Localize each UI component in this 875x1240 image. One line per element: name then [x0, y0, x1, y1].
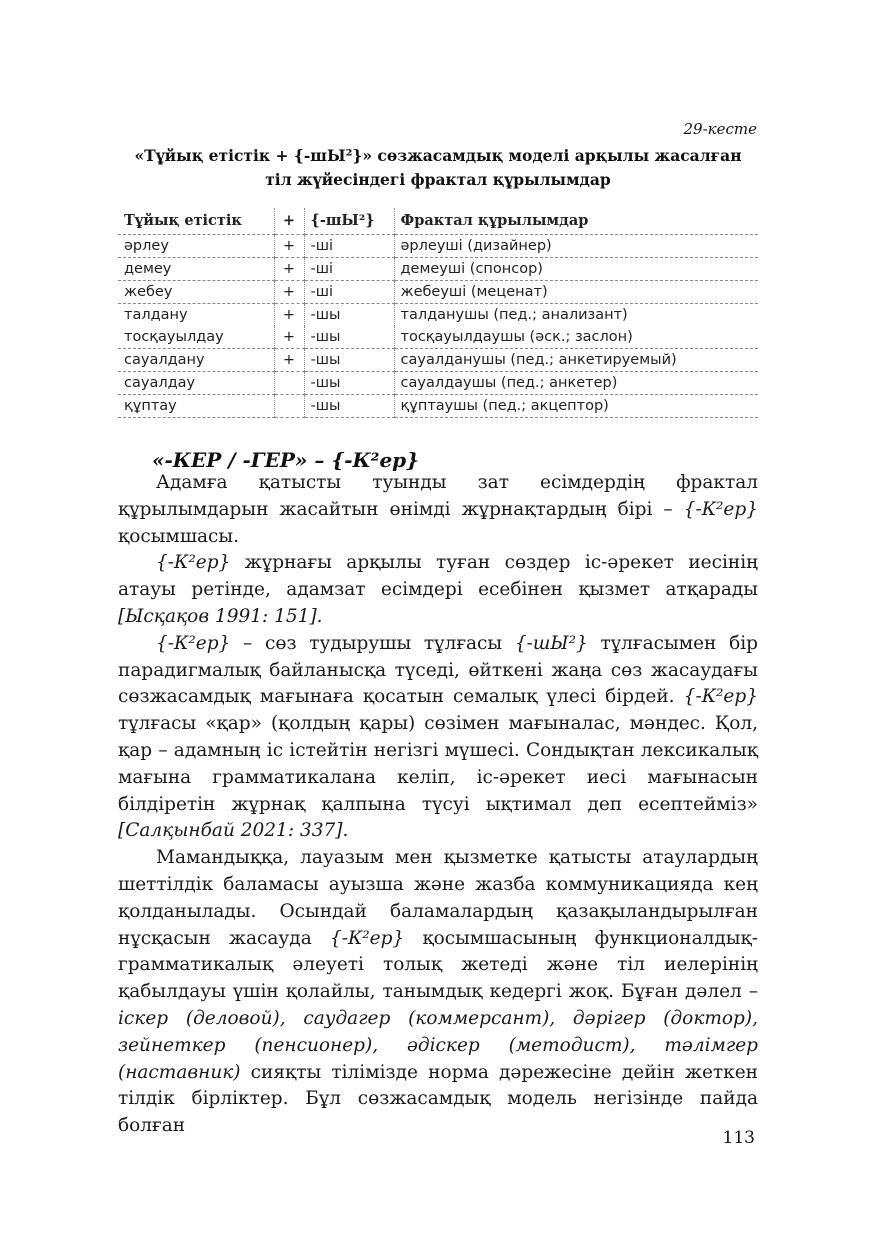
text-span: Адамға қатысты туынды зат есімдердің фрактал құрылымдарын жасайтын өнімді жұрнақтардың бірі – — [118, 472, 758, 520]
paragraph — [118, 470, 758, 550]
suffix-italic: {-шЫ²} — [514, 632, 588, 654]
page-number: 113 — [722, 1128, 755, 1148]
cell-plus: + — [274, 349, 304, 372]
cell-suffix: -ші — [304, 281, 394, 304]
caption-line-1: «Тұйық етістік + {-шЫ²}» сөзжасамдық моделі арқылы жасалған — [134, 146, 742, 165]
header-infinitive: Тұйық етістік — [118, 208, 274, 235]
cell-infinitive: жебеу — [118, 281, 274, 304]
table-row — [118, 304, 758, 327]
text-span: тұлғасымен бір парадигмалық байланысқа түседі, өйткені жаңа сөз жасаудағы сөзжасамдық мағынаға қосатын семалық үлесі бірдей. — [118, 632, 758, 708]
cell-suffix: -шы — [304, 372, 394, 395]
cell-plus: + — [274, 304, 304, 327]
table-row — [118, 326, 758, 349]
cell-infinitive: әрлеу — [118, 235, 274, 258]
cell-fractal: сауалдаушы (пед.; анкетер) — [394, 372, 758, 395]
cell-infinitive: құптау — [118, 395, 274, 418]
cell-fractal: жебеуші (меценат) — [394, 281, 758, 304]
cell-suffix: -ші — [304, 235, 394, 258]
suffix-italic: {-К²ер} — [156, 552, 231, 574]
cell-infinitive: сауалдану — [118, 349, 274, 372]
cell-suffix: -шы — [304, 326, 394, 349]
header-suffix: {-шЫ²} — [304, 208, 394, 235]
cell-suffix: -ші — [304, 258, 394, 281]
suffix-italic: {-К²ер} — [329, 927, 405, 949]
cell-plus: + — [274, 281, 304, 304]
cell-infinitive: демеу — [118, 258, 274, 281]
table-row — [118, 349, 758, 372]
fractal-table — [118, 208, 758, 418]
cell-infinitive: сауалдау — [118, 372, 274, 395]
table-row — [118, 235, 758, 258]
table-header-row — [118, 208, 758, 235]
examples-italic: іскер (деловой), саудагер (коммерсант), дәрігер (доктор), зейнеткер (пенсионер), әдіскер (методист), тәлімгер (наставник) — [118, 1007, 758, 1083]
cell-fractal: талданушы (пед.; анализант) — [394, 304, 758, 327]
table-row — [118, 258, 758, 281]
suffix-italic: {-К²ер} — [156, 632, 231, 654]
table-number: 29-кесте — [683, 120, 757, 138]
cell-plus — [274, 395, 304, 418]
paragraph — [118, 631, 758, 845]
paragraph — [118, 550, 758, 630]
citation: [Салқынбай 2021: 337]. — [118, 820, 349, 842]
table-row — [118, 395, 758, 418]
text-span: сияқты тілімізде норма дәрежесіне дейін жеткен тілдік бірліктер. Бұл сөзжасамдық модель негізінде пайда болған — [118, 1061, 758, 1137]
header-plus: + — [274, 208, 304, 235]
text-span: жұрнағы арқылы туған сөздер іс-әрекет иесінің атауы ретінде, адамзат есімдері есебінен қызмет атқарады — [118, 552, 758, 601]
cell-infinitive: тосқауылдау — [118, 326, 274, 349]
cell-fractal: құптаушы (пед.; акцептор) — [394, 395, 758, 418]
suffix-italic: {-К²ер} — [683, 686, 758, 708]
cell-fractal: демеуші (спонсор) — [394, 258, 758, 281]
suffix-italic: {-К²ер} — [683, 498, 758, 520]
text-span: қосымшасының функционалдық-грамматикалық әлеуеті толық жетеді және тіл иелерінің қабылдауы үшін қолайлы, танымдық кедергі жоқ. Бұған дәлел – — [118, 927, 758, 1003]
table-caption — [118, 144, 758, 192]
cell-infinitive: талдану — [124, 307, 188, 323]
cell-fractal: әрлеуші (дизайнер) — [394, 235, 758, 258]
cell-suffix: -шы — [304, 304, 394, 327]
cell-plus: + — [274, 258, 304, 281]
cell-plus: + — [274, 235, 304, 258]
text-span: тұлғасы «қар» (қолдың қары) сөзімен мағыналас, мәндес. Қол, қар – адамның іс істейтін негізгі мүшесі. Сондықтан лексикалық мағына грамматикалана келіп, іс-әрекет иесі мағынасын білдіретін жұрнақ қалпына түсуі ықтимал деп есептейміз» — [118, 713, 758, 815]
section-heading: «-КЕР / -ГЕР» – {-К²ер} — [152, 448, 420, 472]
cell-fractal: сауалданушы (пед.; анкетируемый) — [394, 349, 758, 372]
cell-plus: + — [274, 326, 304, 349]
cell-suffix: -шы — [304, 349, 394, 372]
text-span: қосымшасы. — [118, 525, 240, 547]
citation: [Ысқақов 1991: 151]. — [118, 605, 323, 627]
caption-line-2: тіл жүйесіндегі фрактал құрылымдар — [265, 170, 611, 189]
table-row — [118, 372, 758, 395]
text-span: Мамандыққа, лауазым мен қызметке қатысты атаулардың шеттілдік баламасы ауызша және жазба коммуникацияда кең қолданылады. Осындай баламалардың қазақыландырылған нұсқасын жасауда — [118, 847, 758, 949]
paragraph — [118, 845, 758, 1140]
body-text — [118, 470, 758, 1140]
table-row — [118, 281, 758, 304]
cell-plus — [274, 372, 304, 395]
cell-fractal: тосқауылдаушы (әск.; заслон) — [394, 326, 758, 349]
cell-suffix: -шы — [304, 395, 394, 418]
text-span: – сөз тудырушы тұлғасы — [230, 632, 515, 654]
header-fractal: Фрактал құрылымдар — [394, 208, 758, 235]
